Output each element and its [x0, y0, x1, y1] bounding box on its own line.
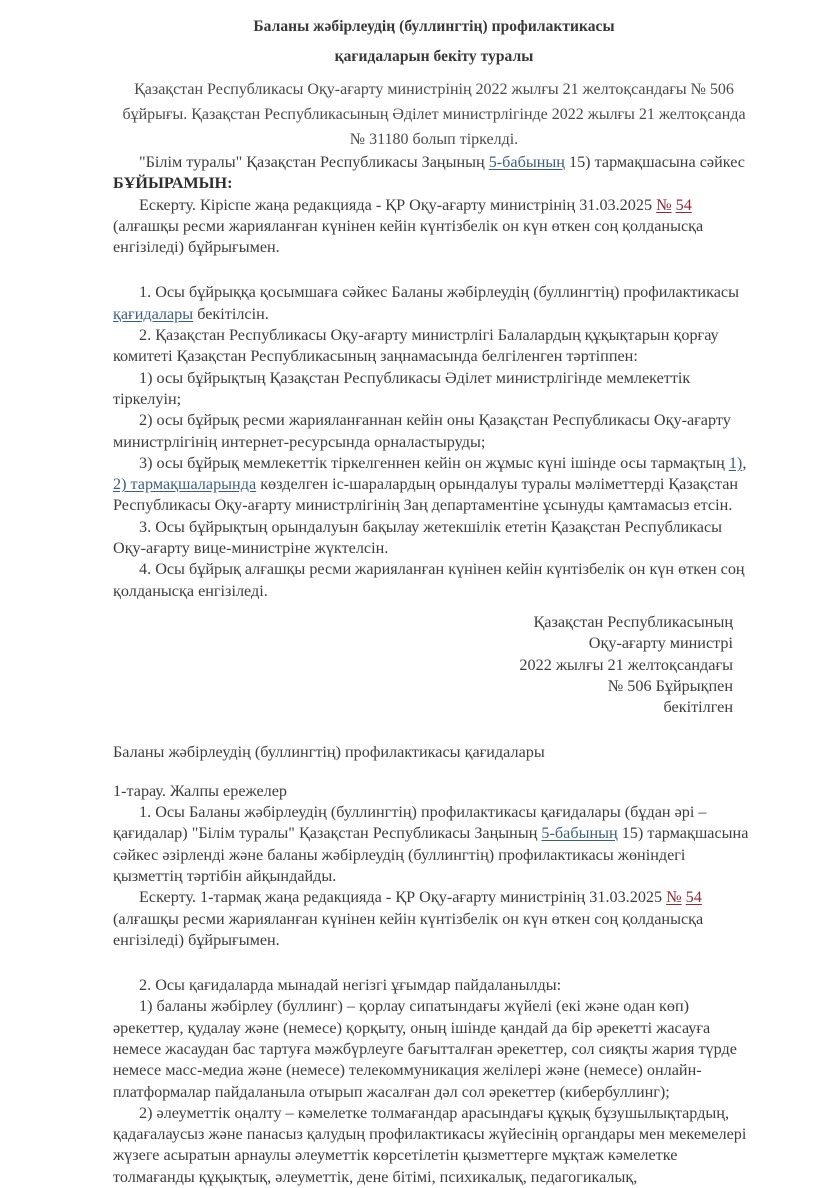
annex-title: Баланы жәбірлеудің (буллингтің) профилактикасы қағидалары [113, 743, 545, 762]
clause-2-paragraph: 2. Қазақстан Республикасы Оқу-ағарту министрлігі Балалардың құқықтарын қорғау комитеті Қазақстан Республикасының заңнамасында белгіленген тәртіппен: [113, 326, 719, 366]
document-subtitle: Қазақстан Республикасы Оқу-ағарту министрінің 2022 жылғы 21 желтоқсандағы № 506 бұйрығы. Қазақстан Республикасының Әділет министрлігінде 2022 жылғы 21 желтоқсанда № 31180 болып тіркелді. [122, 81, 746, 148]
preamble-text-part-1: "Білім туралы" Қазақстан Республикасы Заңының [139, 153, 489, 171]
note-2-text-part-2: (алғашқы ресми жарияланған күнінен кейін күнтізбелік он күн өткен соң қолданысқа енгізіледі) бұйрығымен. [113, 909, 704, 949]
note-paragraph-2 [113, 887, 755, 951]
spacer-before-chapter [113, 764, 755, 781]
spacer-after-note-2 [113, 951, 755, 975]
definition-item-1: 1) баланы жәбірлеу (буллинг) – қорлау сипатындағы жүйелі (екі және одан көп) әрекеттер, қудалау және (немесе) қорқыту, оның ішінде қандай да бір әрекетті жасауға немесе жасаудан бас тартуға мәжбүрлеуге бағытталған әрекеттер, сол сияқты жария түрде немесе масс-медиа және (немесе) телекоммуникация желілері және (немесе) онлайн-платформалар пайдаланыла отырып жасалған дәл сол әрекеттер (кибербуллинг); [113, 997, 737, 1101]
spacer-before-annex [113, 718, 755, 742]
chapter-1-clause-1-part-2: 15) тармақшасына сәйкес әзірленді және баланы жәбірлеудің (буллингтің) профилактикасы жөніндегі қызметтің тәртібін айқындайды. [113, 824, 749, 885]
spacer-after-note-1 [113, 258, 755, 282]
clause-1-paragraph [113, 282, 755, 325]
note-1-link-numero[interactable]: № [656, 195, 672, 214]
document-title [113, 14, 755, 69]
note-2-link-numero[interactable]: № [666, 888, 682, 907]
approval-line-2: Оқу-ағарту министрі [588, 634, 733, 653]
chapter-1-clause-2: 2. Осы қағидаларда мынадай негізгі ұғымдар пайдаланылды: [139, 976, 562, 995]
document-title-line-1: Баланы жәбірлеудің (буллингтің) профилактикасы [253, 18, 615, 35]
approval-line-3: 2022 жылғы 21 желтоқсандағы [519, 655, 733, 674]
chapter-1-clause-1-part-1: 1. Осы Баланы жәбірлеудің (буллингтің) профилактикасы қағидалары (бұдан әрі – қағидалар) "Білім туралы" Қазақстан Республикасы Заңының [113, 803, 707, 843]
approval-line-1: Қазақстан Республикасының [533, 612, 733, 631]
spacer-before-approval [113, 602, 755, 612]
clause-2-subitem-2: 2) осы бұйрық ресми жарияланғаннан кейін оны Қазақстан Республикасы Оқу-ағарту министрлігінің интернет-ресурсында орналастыруды; [113, 411, 731, 451]
clause-2-sub-3-separator: , [742, 453, 747, 472]
preamble-text-part-2: 15) тармақшасына сәйкес [564, 153, 745, 171]
note-1-link-number[interactable]: 54 [675, 195, 692, 214]
definition-item-2: 2) әлеуметтік оңалту – кәмелетке толмағандар арасындағы құқық бұзушылықтардың, қадағалаусыз және панасыз қалудың профилактикасы жүйесінің органдары мен мекемелері жүзеге асыратын арнаулы әлеуметтік көрсетілетін қызметтерге мұқтаж кәмелетке толмағанды құқықтық, әлеуметтік, дене бітімі, психикалық, педагогикалық, [113, 1103, 747, 1186]
link-subclause-1[interactable]: 1) [728, 453, 743, 472]
document-title-line-2: қағидаларын бекіту туралы [334, 48, 534, 65]
clause-1-text-part-2: бекітілсін. [193, 304, 269, 323]
order-keyword: БҰЙЫРАМЫН: [113, 174, 233, 193]
note-paragraph-1 [113, 195, 755, 259]
approval-line-4: № 506 Бұйрықпен [607, 676, 733, 695]
approval-block [113, 612, 755, 718]
note-1-text-part-1: Ескерту. Кіріспе жаңа редакцияда - ҚР Оқу-ағарту министрінің 31.03.2025 [139, 195, 657, 214]
link-article-5[interactable]: 5-бабының [488, 153, 565, 171]
chapter-1-clause-1 [113, 802, 755, 887]
note-2-link-number[interactable]: 54 [685, 888, 702, 907]
link-article-5-annex[interactable]: 5-бабының [541, 824, 618, 843]
note-1-text-part-2: (алғашқы ресми жарияланған күнінен кейін күнтізбелік он күн өткен соң қолданысқа енгізіледі) бұйрығымен. [113, 216, 704, 257]
clause-1-text-part-1: 1. Осы бұйрыққа қосымшаға сәйкес Баланы жәбірлеудің (буллингтің) профилактикасы [139, 283, 739, 302]
clause-4-paragraph: 4. Осы бұйрық алғашқы ресми жарияланған күнінен кейін күнтізбелік он күн өткен соң қолданысқа енгізіледі. [113, 560, 745, 600]
preamble-paragraph [113, 152, 755, 195]
clause-2-sub-3-text-part-2: көзделген іс-шаралардың орындалуы туралы мәліметтерді Қазақстан Республикасы Оқу-ағарту министрлігінің Заң департаментіне ұсынуды қамтамасыз етсін. [113, 475, 739, 515]
approval-line-5: бекітілген [663, 698, 733, 717]
clause-2-subitem-3 [113, 453, 755, 517]
link-subclause-2[interactable]: 2) тармақшаларында [113, 475, 257, 494]
clause-2-sub-3-text-part-1: 3) осы бұйрық мемлекеттік тіркелгеннен кейін он жұмыс күні ішінде осы тармақтың [139, 453, 729, 472]
clause-2-subitem-1: 1) осы бұйрықтың Қазақстан Республикасы Әділет министрлігінде мемлекеттік тіркелуін; [113, 368, 691, 408]
clause-3-paragraph: 3. Осы бұйрықтың орындалуын бақылау жетекшілік ететін Қазақстан Республикасы Оқу-ағарту вице-министріне жүктелсін. [113, 517, 723, 558]
link-rules-annex[interactable]: қағидалары [113, 304, 194, 323]
chapter-1-heading: 1-тарау. Жалпы ережелер [113, 781, 288, 800]
note-2-text-part-1: Ескерту. 1-тармақ жаңа редакцияда - ҚР Оқу-ағарту министрінің 31.03.2025 [139, 888, 667, 907]
